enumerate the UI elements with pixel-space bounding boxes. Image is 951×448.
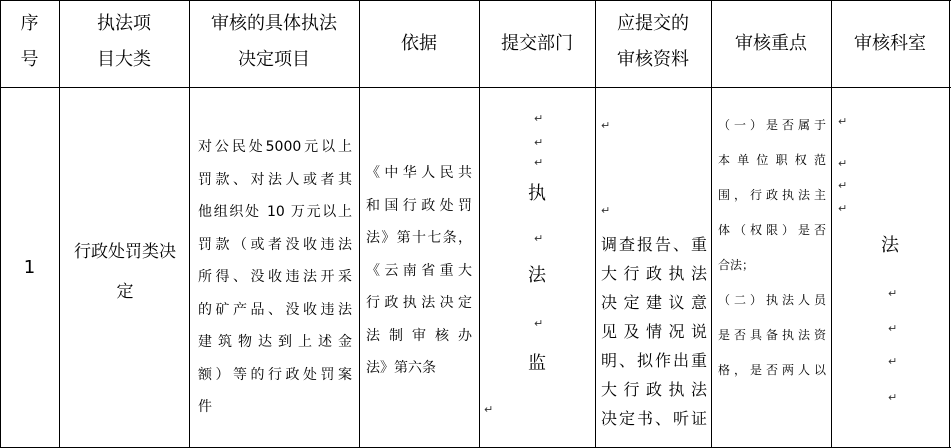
header-category-line-2: 目大类 <box>97 49 151 70</box>
header-bottom-border <box>0 87 951 88</box>
paragraph-mark: ↵ <box>888 322 898 335</box>
header-office-label: 审核科室 <box>854 33 926 54</box>
row-dept-char-2 <box>479 264 595 288</box>
row-basis-line-2: 和国行政处罚 <box>366 197 472 214</box>
row-materials-line-6: 大行政执法 <box>601 380 707 399</box>
col-border-3 <box>359 0 360 448</box>
header-basis-label: 依据 <box>401 33 437 54</box>
row-focus-line-5: 合法； <box>718 258 755 272</box>
header-item <box>189 6 359 78</box>
row-category-line-2: 定 <box>116 282 134 302</box>
row-item-line-5: 所得、没收违法开采 <box>198 269 352 285</box>
paragraph-mark: ↵ <box>601 204 611 217</box>
paragraph-mark: ↵ <box>838 202 848 215</box>
row-basis-line-1: 《中华人民共 <box>366 165 472 181</box>
row-materials-line-5: 明、拟作出重 <box>601 351 707 370</box>
row-basis-line-7: 法》第六条 <box>366 360 436 376</box>
header-basis <box>359 26 479 62</box>
paragraph-mark: ↵ <box>838 157 848 170</box>
row-seq <box>0 256 59 280</box>
row-materials-line-2: 大行政执法 <box>601 264 707 283</box>
row-item-line-6: 的矿产品、没收违法 <box>198 301 352 318</box>
row-office <box>831 234 949 258</box>
row-focus-line-8: 格，是否两人以 <box>718 363 826 377</box>
header-item-line-2: 决定项目 <box>238 49 310 70</box>
header-focus <box>711 26 831 62</box>
header-category <box>59 6 189 78</box>
header-dept <box>479 26 595 62</box>
paragraph-mark: ↵ <box>838 179 848 192</box>
row-focus-line-2: 本单位职权范 <box>718 153 826 167</box>
paragraph-mark: ↵ <box>534 317 544 330</box>
row-materials-line-3: 决定建议意 <box>601 293 707 312</box>
row-dept-char-2-text: 法 <box>528 265 546 286</box>
row-dept-char-3-text: 监 <box>528 353 546 374</box>
row-materials-line-4: 见及情况说 <box>601 322 707 341</box>
row-focus-line-4: 体（权限）是否 <box>718 223 826 237</box>
row-focus-line-6: （二）执法人员 <box>718 293 826 307</box>
paragraph-mark: ↵ <box>534 112 544 125</box>
row-item-line-7: 建筑物达到上述金 <box>198 334 352 350</box>
paragraph-mark: ↵ <box>888 391 898 404</box>
row-office-text: 法 <box>881 235 899 256</box>
header-seq <box>0 6 59 78</box>
row-basis-line-3: 法》第十七条， <box>366 230 472 246</box>
paragraph-mark: ↵ <box>484 403 494 416</box>
row-basis <box>366 157 472 385</box>
row-dept-char-1 <box>479 182 595 206</box>
header-materials-line-2: 审核资料 <box>617 49 689 70</box>
header-category-line-1: 执法项 <box>97 13 151 34</box>
col-border-8 <box>949 0 950 448</box>
row-seq-value: 1 <box>23 257 36 278</box>
row-focus-line-3: 围，行政执法主 <box>718 188 826 202</box>
col-border-7 <box>831 0 832 448</box>
header-materials-line-1: 应提交的 <box>617 13 689 34</box>
col-border-6 <box>711 0 712 448</box>
row-item <box>198 131 352 424</box>
paragraph-mark: ↵ <box>838 115 848 128</box>
paragraph-mark: ↵ <box>534 136 544 149</box>
row-dept-char-3 <box>479 352 595 376</box>
header-office <box>831 26 949 62</box>
row-basis-line-5: 行政执法决定 <box>366 295 472 311</box>
row-basis-line-6: 法制审核办 <box>366 327 472 344</box>
paragraph-mark: ↵ <box>888 355 898 368</box>
row-materials-line-1: 调查报告、重 <box>601 235 707 254</box>
paragraph-mark: ↵ <box>601 119 611 132</box>
table-top-border <box>0 0 951 1</box>
header-materials <box>595 6 711 78</box>
row-item-line-9: 件 <box>198 399 212 415</box>
row-materials <box>601 230 707 433</box>
row-item-line-8: 额）等的行政处罚案 <box>198 366 352 383</box>
row-category-line-1: 行政处罚类决 <box>74 242 176 262</box>
row-focus-line-7: 是否具备执法资 <box>718 328 826 342</box>
header-seq-line-1: 序 <box>20 13 39 34</box>
row-dept-char-1-text: 执 <box>528 183 546 204</box>
paragraph-mark: ↵ <box>534 156 544 169</box>
row-focus <box>718 108 826 388</box>
header-seq-line-2: 号 <box>20 49 39 70</box>
header-focus-label: 审核重点 <box>735 33 807 54</box>
row-item-line-3: 他组织处 10 万元以上 <box>198 204 352 220</box>
row-focus-line-1: （一）是否属于 <box>718 118 826 132</box>
row-item-line-4: 罚款（或者没收违法 <box>198 236 352 253</box>
row-basis-line-4: 《云南省重大 <box>366 262 472 279</box>
col-border-4 <box>479 0 480 448</box>
paragraph-mark: ↵ <box>888 287 898 300</box>
paragraph-mark: ↵ <box>534 232 544 245</box>
header-dept-label: 提交部门 <box>501 33 573 54</box>
row-materials-line-7: 决定书、听证 <box>601 409 707 428</box>
row-category <box>63 232 187 312</box>
row-item-line-2: 罚款、对法人或者其 <box>198 171 352 188</box>
row-item-line-1: 对公民处5000元以上 <box>198 139 352 155</box>
header-item-line-1: 审核的具体执法 <box>211 13 337 34</box>
